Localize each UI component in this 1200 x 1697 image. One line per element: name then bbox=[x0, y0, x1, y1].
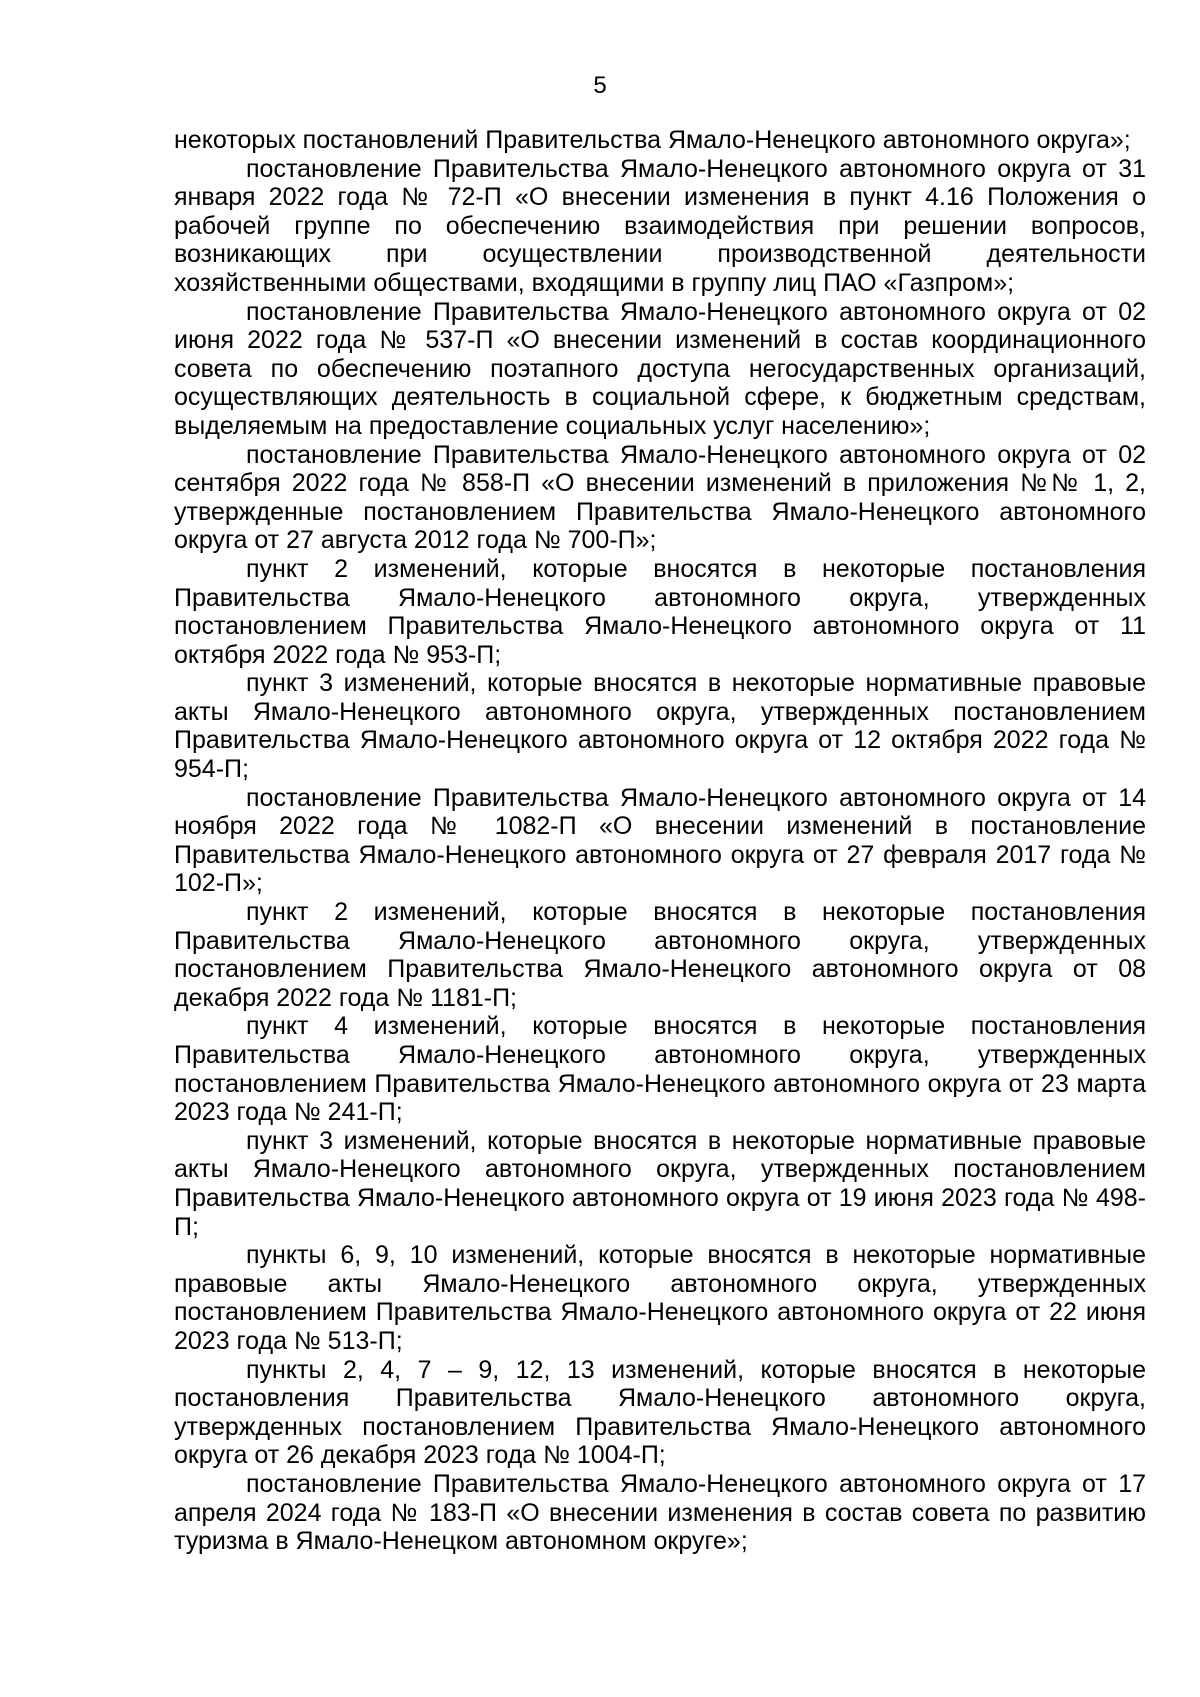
paragraph-resolution-72p: постановление Правительства Ямало-Ненецкого автономного округа от 31 января 2022 года № 72-П «О внесении изменения в пункт 4.16 Положения о рабочей группе по обеспечению взаимодействия при решении вопросов, возникающих при осуществлении производственной деятельности хозяйственными обществами, входящими в группу лиц ПАО «Газпром»; bbox=[174, 154, 1146, 297]
document-body bbox=[174, 126, 1146, 1556]
paragraph-items-1004p: пункты 2, 4, 7 – 9, 12, 13 изменений, которые вносятся в некоторые постановления Правительства Ямало-Ненецкого автономного округа, утвержденных постановлением Правительства Ямало-Ненецкого автономного округа от 26 декабря 2023 года № 1004-П; bbox=[174, 1355, 1146, 1470]
paragraph-resolution-1082p: постановление Правительства Ямало-Ненецкого автономного округа от 14 ноября 2022 года № 1082-П «О внесении изменений в постановление Правительства Ямало-Ненецкого автономного округа от 27 февраля 2017 года № 102-П»; bbox=[174, 783, 1146, 898]
paragraph-resolution-537p: постановление Правительства Ямало-Ненецкого автономного округа от 02 июня 2022 года № 537-П «О внесении изменений в состав координационного совета по обеспечению поэтапного доступа негосударственных организаций, осуществляющих деятельность в социальной сфере, к бюджетным средствам, выделяемым на предоставление социальных услуг населению»; bbox=[174, 297, 1146, 440]
paragraph-resolution-858p: постановление Правительства Ямало-Ненецкого автономного округа от 02 сентября 2022 года № 858-П «О внесении изменений в приложения №№ 1, 2, утвержденные постановлением Правительства Ямало-Ненецкого автономного округа от 27 августа 2012 года № 700-П»; bbox=[174, 440, 1146, 555]
paragraph-continuation: некоторых постановлений Правительства Ямало-Ненецкого автономного округа»; bbox=[174, 126, 1131, 154]
paragraph-item-954p: пункт 3 изменений, которые вносятся в некоторые нормативные правовые акты Ямало-Ненецкого автономного округа, утвержденных постановлением Правительства Ямало-Ненецкого автономного округа от 12 октября 2022 года № 954-П; bbox=[174, 669, 1146, 784]
paragraph-item-498p: пункт 3 изменений, которые вносятся в некоторые нормативные правовые акты Ямало-Ненецкого автономного округа, утвержденных постановлением Правительства Ямало-Ненецкого автономного округа от 19 июня 2023 года № 498-П; bbox=[174, 1126, 1146, 1241]
paragraph-item-953p: пункт 2 изменений, которые вносятся в некоторые постановления Правительства Ямало-Ненецкого автономного округа, утвержденных постановлением Правительства Ямало-Ненецкого автономного округа от 11 октября 2022 года № 953-П; bbox=[174, 554, 1146, 669]
page-number: 5 bbox=[593, 72, 607, 99]
paragraph-resolution-183p: постановление Правительства Ямало-Ненецкого автономного округа от 17 апреля 2024 года № 183-П «О внесении изменения в состав совета по развитию туризма в Ямало-Ненецком автономном округе»; bbox=[174, 1469, 1146, 1556]
paragraph-item-241p: пункт 4 изменений, которые вносятся в некоторые постановления Правительства Ямало-Ненецкого автономного округа, утвержденных постановлением Правительства Ямало-Ненецкого автономного округа от 23 марта 2023 года № 241-П; bbox=[174, 1012, 1146, 1127]
paragraph-item-1181p: пункт 2 изменений, которые вносятся в некоторые постановления Правительства Ямало-Ненецкого автономного округа, утвержденных постановлением Правительства Ямало-Ненецкого автономного округа от 08 декабря 2022 года № 1181-П; bbox=[174, 898, 1146, 1012]
paragraph-items-513p: пункты 6, 9, 10 изменений, которые вносятся в некоторые нормативные правовые акты Ямало-Ненецкого автономного округа, утвержденных постановлением Правительства Ямало-Ненецкого автономного округа от 22 июня 2023 года № 513-П; bbox=[174, 1241, 1146, 1355]
